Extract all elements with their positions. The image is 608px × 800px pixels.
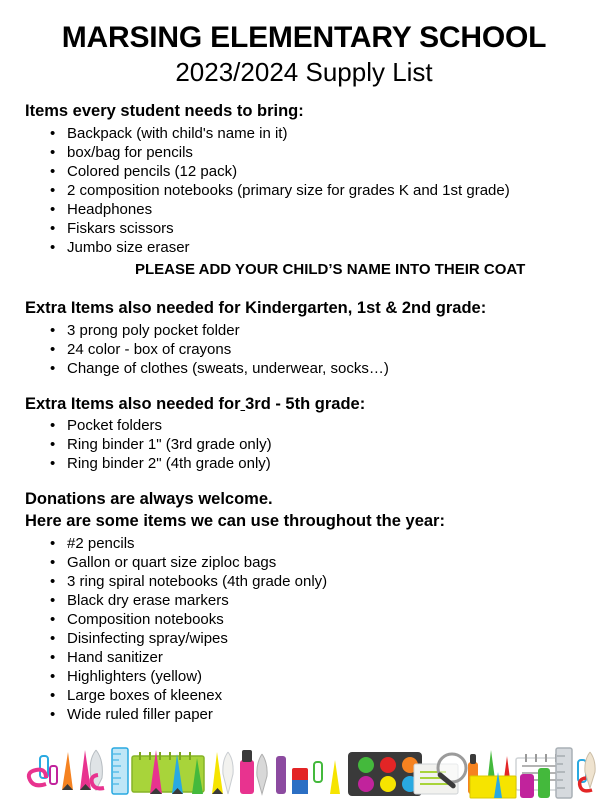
list-item-label: Disinfecting spray/wipes [67, 629, 228, 647]
list-kindergarten-1st-2nd [25, 321, 590, 378]
list-item [50, 534, 590, 553]
list-item [50, 572, 590, 591]
bullet-icon: • [50, 610, 56, 628]
section-heading-3rd-5th-part-1: Extra Items also needed for [25, 394, 241, 413]
bullet-icon: • [50, 321, 56, 339]
bullet-icon: • [50, 572, 56, 590]
list-item-label: 24 color - box of crayons [67, 340, 232, 358]
coat-name-notice: PLEASE ADD YOUR CHILD’S NAME INTO THEIR COAT [135, 261, 526, 279]
list-every-student [25, 124, 590, 257]
list-item-label: Large boxes of kleenex [67, 686, 223, 704]
bullet-icon: • [50, 201, 56, 219]
list-item [50, 340, 590, 359]
list-3rd-5th [25, 416, 590, 473]
document-body [0, 87, 608, 723]
bullet-icon: • [50, 239, 56, 257]
list-item [50, 162, 590, 181]
bullet-icon: • [50, 359, 56, 377]
section-heading-3rd-5th [25, 394, 590, 415]
bullet-icon: • [50, 591, 56, 609]
list-item-label: 3 ring spiral notebooks (4th grade only) [67, 572, 328, 590]
list-item-label: 3 prong poly pocket folder [67, 321, 240, 339]
section-spacer [25, 279, 590, 298]
list-item-label: box/bag for pencils [67, 144, 193, 162]
list-donations [25, 534, 590, 724]
list-item [50, 200, 590, 219]
school-title: MARSING ELEMENTARY SCHOOL [61, 21, 547, 54]
list-item [50, 238, 590, 257]
bullet-icon: • [50, 705, 56, 723]
school-supplies-illustration [0, 738, 608, 800]
list-item-label: 2 composition notebooks (primary size for grades K and 1st grade) [67, 182, 510, 200]
section-spacer [25, 473, 590, 489]
document-header [0, 0, 608, 87]
donations-welcome-heading: Donations are always welcome. [25, 490, 273, 509]
list-item [50, 143, 590, 162]
list-item [50, 219, 590, 238]
list-item-label: Fiskars scissors [67, 220, 174, 238]
list-item [50, 454, 590, 473]
list-item [50, 610, 590, 629]
bullet-icon: • [50, 534, 56, 552]
section-heading-kindergarten-1st-2nd: Extra Items also needed for Kindergarten, 1st & 2nd grade: [25, 299, 487, 318]
list-item-label: Pocket folders [67, 417, 163, 435]
section-kindergarten-1st-2nd [25, 298, 590, 378]
list-item-label: #2 pencils [67, 534, 135, 552]
bullet-icon: • [50, 340, 56, 358]
list-item-label: Highlighters (yellow) [67, 667, 203, 685]
section-3rd-5th [25, 394, 590, 474]
bullet-icon: • [50, 629, 56, 647]
bullet-icon: • [50, 553, 56, 571]
list-item-label: Headphones [67, 201, 153, 219]
list-item [50, 435, 590, 454]
list-item [50, 648, 590, 667]
list-item [50, 124, 590, 143]
list-item [50, 686, 590, 705]
list-item [50, 629, 590, 648]
list-item-label: Composition notebooks [67, 610, 224, 628]
list-item-label: Ring binder 2" (4th grade only) [67, 455, 271, 473]
section-spacer [25, 378, 590, 394]
bullet-icon: • [50, 436, 56, 454]
bullet-icon: • [50, 667, 56, 685]
list-item [50, 553, 590, 572]
bullet-icon: • [50, 220, 56, 238]
section-donations [25, 489, 590, 723]
bullet-icon: • [50, 144, 56, 162]
list-item [50, 359, 590, 378]
section-every-student [25, 101, 590, 279]
bullet-icon: • [50, 686, 56, 704]
list-item [50, 705, 590, 724]
list-item-label: Change of clothes (sweats, underwear, socks…) [67, 359, 389, 377]
bullet-icon: • [50, 417, 56, 435]
list-item [50, 667, 590, 686]
list-item [50, 321, 590, 340]
bullet-icon: • [50, 648, 56, 666]
list-item [50, 181, 590, 200]
bullet-icon: • [50, 182, 56, 200]
list-item-label: Jumbo size eraser [67, 239, 190, 257]
bullet-icon: • [50, 125, 56, 143]
list-item [50, 591, 590, 610]
bullet-icon: • [50, 163, 56, 181]
school-supplies-border-image [0, 738, 608, 800]
section-heading-3rd-5th-part-2: 3rd - 5th grade: [245, 394, 366, 413]
list-item-label: Wide ruled filler paper [67, 705, 213, 723]
list-item-label: Colored pencils (12 pack) [67, 163, 238, 181]
list-item-label: Backpack (with child's name in it) [67, 125, 288, 143]
document-subtitle: 2023/2024 Supply List [175, 56, 433, 87]
list-item-label: Hand sanitizer [67, 648, 163, 666]
list-item-label: Ring binder 1" (3rd grade only) [67, 436, 272, 454]
section-heading-every-student: Items every student needs to bring: [25, 102, 304, 121]
list-item-label: Gallon or quart size ziploc bags [67, 553, 277, 571]
donations-items-heading: Here are some items we can use throughout the year: [25, 511, 445, 530]
list-item [50, 416, 590, 435]
bullet-icon: • [50, 455, 56, 473]
list-item-label: Black dry erase markers [67, 591, 229, 609]
